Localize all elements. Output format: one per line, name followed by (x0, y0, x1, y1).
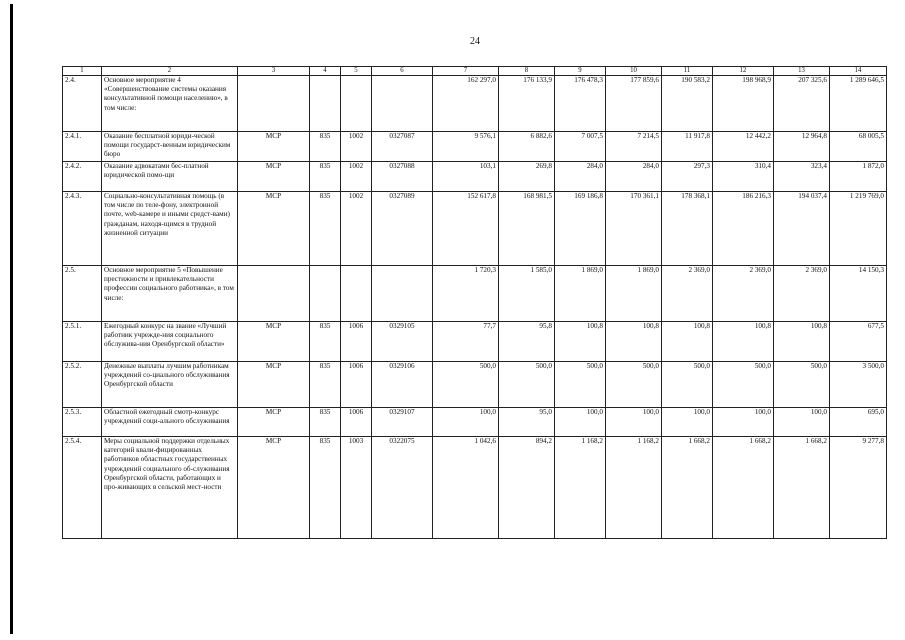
row-value: 9 277,8 (830, 437, 887, 539)
row-grbs: 835 (310, 408, 341, 437)
row-value: 7 214,5 (606, 132, 662, 162)
row-value: 100,0 (555, 408, 606, 437)
row-value: 100,0 (713, 408, 774, 437)
row-grbs: 835 (310, 132, 341, 162)
row-executor: МСР (238, 362, 310, 408)
row-grbs (310, 266, 341, 322)
row-rzpr (341, 76, 372, 132)
row-value: 1 668,2 (662, 437, 713, 539)
row-value: 103,1 (433, 162, 499, 192)
row-csr: 0329107 (372, 408, 433, 437)
row-value: 500,0 (499, 362, 555, 408)
row-rzpr (341, 266, 372, 322)
table-row (63, 76, 887, 132)
row-csr: 0327087 (372, 132, 433, 162)
row-value: 68 005,5 (830, 132, 887, 162)
row-name: Основное мероприятие 5 «Повышение престижности и привлекательности профессии социального работника», в том числе: (102, 266, 238, 322)
row-value: 500,0 (774, 362, 830, 408)
row-value: 695,0 (830, 408, 887, 437)
row-code: 2.4.2. (63, 162, 102, 192)
column-header: 3 (238, 67, 310, 76)
column-header: 2 (102, 67, 238, 76)
row-executor: МСР (238, 322, 310, 362)
row-value: 323,4 (774, 162, 830, 192)
table-row (63, 437, 887, 539)
row-code: 2.5.2. (63, 362, 102, 408)
row-rzpr: 1002 (341, 162, 372, 192)
row-executor: МСР (238, 132, 310, 162)
row-value: 1 668,2 (713, 437, 774, 539)
row-value: 677,5 (830, 322, 887, 362)
table-row (63, 362, 887, 408)
row-rzpr: 1006 (341, 322, 372, 362)
column-header: 1 (63, 67, 102, 76)
row-value: 177 859,6 (606, 76, 662, 132)
row-value: 1 219 769,0 (830, 192, 887, 266)
left-margin-rule (10, 4, 13, 634)
row-csr: 0329105 (372, 322, 433, 362)
row-value: 310,4 (713, 162, 774, 192)
row-value: 178 368,1 (662, 192, 713, 266)
row-value: 500,0 (606, 362, 662, 408)
row-value: 284,0 (606, 162, 662, 192)
row-value: 194 037,4 (774, 192, 830, 266)
row-value: 207 325,6 (774, 76, 830, 132)
row-executor: МСР (238, 192, 310, 266)
row-value: 100,8 (774, 322, 830, 362)
row-grbs: 835 (310, 322, 341, 362)
row-name: Оказание бесплатной юриди-ческой помощи государст-венным юридическим бюро (102, 132, 238, 162)
row-value: 2 369,0 (713, 266, 774, 322)
row-grbs: 835 (310, 162, 341, 192)
row-value: 894,2 (499, 437, 555, 539)
row-csr: 0327089 (372, 192, 433, 266)
row-value: 11 917,8 (662, 132, 713, 162)
column-header: 10 (606, 67, 662, 76)
row-value: 190 583,2 (662, 76, 713, 132)
row-value: 12 964,8 (774, 132, 830, 162)
row-name: Ежегодный конкурс на звание «Лучший работник учрежде-ния социального обслужива-ния Оренбургской области» (102, 322, 238, 362)
row-value: 100,0 (433, 408, 499, 437)
row-value: 176 133,9 (499, 76, 555, 132)
row-rzpr: 1006 (341, 408, 372, 437)
row-csr: 0329106 (372, 362, 433, 408)
row-code: 2.4.3. (63, 192, 102, 266)
row-value: 500,0 (433, 362, 499, 408)
row-csr: 0327088 (372, 162, 433, 192)
row-value: 2 369,0 (662, 266, 713, 322)
row-name: Оказание адвокатами бес-платной юридической помо-щи (102, 162, 238, 192)
row-code: 2.4.1. (63, 132, 102, 162)
row-code: 2.4. (63, 76, 102, 132)
row-value: 162 297,0 (433, 76, 499, 132)
row-name: Основное мероприятие 4 «Совершенствование системы оказания консультативной помощи населению», в том числе: (102, 76, 238, 132)
column-header: 7 (433, 67, 499, 76)
row-value: 14 150,3 (830, 266, 887, 322)
column-header: 13 (774, 67, 830, 76)
row-value: 1 869,0 (606, 266, 662, 322)
row-code: 2.5.3. (63, 408, 102, 437)
row-value: 1 872,0 (830, 162, 887, 192)
row-rzpr: 1002 (341, 132, 372, 162)
row-csr (372, 76, 433, 132)
column-header: 9 (555, 67, 606, 76)
row-value: 100,0 (606, 408, 662, 437)
table-row (63, 408, 887, 437)
table-row (63, 266, 887, 322)
row-grbs: 835 (310, 362, 341, 408)
row-value: 1 289 646,5 (830, 76, 887, 132)
row-grbs: 835 (310, 437, 341, 539)
row-csr (372, 266, 433, 322)
row-code: 2.5.1. (63, 322, 102, 362)
row-value: 77,7 (433, 322, 499, 362)
table-row (63, 162, 887, 192)
row-value: 100,8 (555, 322, 606, 362)
row-value: 284,0 (555, 162, 606, 192)
row-value: 100,8 (713, 322, 774, 362)
row-value: 152 617,8 (433, 192, 499, 266)
row-executor (238, 266, 310, 322)
row-value: 100,8 (662, 322, 713, 362)
row-value: 186 216,3 (713, 192, 774, 266)
table-row (63, 132, 887, 162)
row-value: 2 369,0 (774, 266, 830, 322)
row-value: 168 981,5 (499, 192, 555, 266)
row-code: 2.5.4. (63, 437, 102, 539)
row-executor: МСР (238, 408, 310, 437)
row-value: 198 968,9 (713, 76, 774, 132)
column-header: 5 (341, 67, 372, 76)
row-name: Социально-консультативная помощь (в том числе по теле-фону, электронной почте, web-камере и иными средст-вами) гражданам, находя-щимся в трудной жизненной ситуации (102, 192, 238, 266)
row-executor: МСР (238, 162, 310, 192)
header-row (63, 67, 887, 76)
budget-table (62, 66, 887, 539)
row-rzpr: 1006 (341, 362, 372, 408)
row-name: Меры социальной поддержки отдельных категорий квали-фицированных работников областных государственных учреждений социального об-служивания Оренбургской области, работающих и про-живающих в сельской мест-ности (102, 437, 238, 539)
row-value: 95,0 (499, 408, 555, 437)
row-value: 100,0 (774, 408, 830, 437)
row-name: Областной ежегодный смотр-конкурс учреждений соци-ального обслуживания (102, 408, 238, 437)
row-csr: 0322075 (372, 437, 433, 539)
row-value: 176 478,3 (555, 76, 606, 132)
row-value: 500,0 (662, 362, 713, 408)
page-number: 24 (470, 36, 480, 47)
row-value: 100,8 (606, 322, 662, 362)
row-executor (238, 76, 310, 132)
row-grbs (310, 76, 341, 132)
row-value: 1 042,6 (433, 437, 499, 539)
row-name: Денежные выплаты лучшим работникам учреждений со-циального обслуживания Оренбургской области (102, 362, 238, 408)
row-value: 269,8 (499, 162, 555, 192)
column-header: 6 (372, 67, 433, 76)
row-value: 100,0 (662, 408, 713, 437)
table-row (63, 192, 887, 266)
row-rzpr: 1003 (341, 437, 372, 539)
row-value: 3 500,0 (830, 362, 887, 408)
row-value: 6 882,6 (499, 132, 555, 162)
column-header: 14 (830, 67, 887, 76)
row-executor: МСР (238, 437, 310, 539)
row-value: 1 168,2 (555, 437, 606, 539)
row-rzpr: 1002 (341, 192, 372, 266)
row-value: 1 168,2 (606, 437, 662, 539)
row-value: 500,0 (555, 362, 606, 408)
row-value: 9 576,1 (433, 132, 499, 162)
row-value: 297,3 (662, 162, 713, 192)
column-header: 4 (310, 67, 341, 76)
row-value: 169 186,8 (555, 192, 606, 266)
row-value: 170 361,1 (606, 192, 662, 266)
column-header: 12 (713, 67, 774, 76)
column-header: 11 (662, 67, 713, 76)
row-value: 12 442,2 (713, 132, 774, 162)
row-value: 95,8 (499, 322, 555, 362)
row-grbs: 835 (310, 192, 341, 266)
row-value: 1 720,3 (433, 266, 499, 322)
row-value: 1 585,0 (499, 266, 555, 322)
column-header: 8 (499, 67, 555, 76)
row-value: 500,0 (713, 362, 774, 408)
row-value: 1 869,0 (555, 266, 606, 322)
table-row (63, 322, 887, 362)
row-value: 7 007,5 (555, 132, 606, 162)
row-code: 2.5. (63, 266, 102, 322)
row-value: 1 668,2 (774, 437, 830, 539)
